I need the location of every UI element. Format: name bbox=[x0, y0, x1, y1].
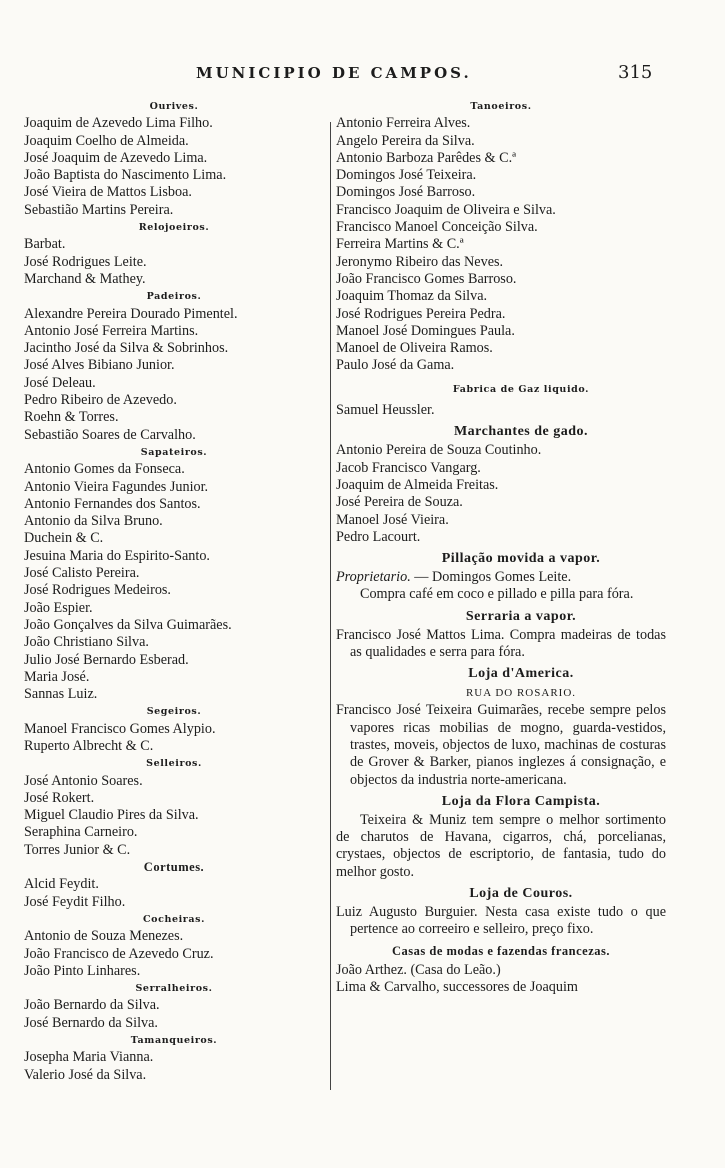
list-item: José Rodrigues Pereira Pedra. bbox=[336, 305, 506, 322]
list-item: Sebastião Martins Pereira. bbox=[24, 201, 174, 218]
list-item: Joaquim Thomaz da Silva. bbox=[336, 288, 488, 305]
left-section bbox=[24, 755, 324, 859]
left-section bbox=[24, 444, 324, 703]
list-item: José Alves Bibiano Junior. bbox=[24, 357, 175, 374]
list-item: José Joaquim de Azevedo Lima. bbox=[24, 149, 208, 166]
list-item: Duchein & C. bbox=[24, 530, 104, 547]
list-item: Antonio Vieira Fagundes Junior. bbox=[24, 478, 209, 495]
list-item: José Bernardo da Silva. bbox=[24, 1014, 158, 1031]
section-heading: Segeiros. bbox=[146, 706, 202, 718]
list-item: João Francisco Gomes Barroso. bbox=[336, 270, 517, 287]
list-item: Joaquim de Almeida Freitas. bbox=[336, 476, 499, 493]
left-section bbox=[24, 980, 324, 1032]
list-item: José Rodrigues Leite. bbox=[24, 253, 147, 270]
section-heading: Serralheiros. bbox=[135, 983, 213, 995]
right-column bbox=[336, 98, 666, 996]
list-item: Pedro Ribeiro de Azevedo. bbox=[24, 392, 177, 409]
list-item: Paulo José da Gama. bbox=[336, 357, 455, 374]
list-item: Domingos José Barroso. bbox=[336, 184, 476, 201]
list-item: Pedro Lacourt. bbox=[336, 528, 421, 545]
proprietor-line bbox=[336, 569, 666, 586]
entry-list bbox=[336, 402, 666, 419]
list-item: Angelo Pereira da Silva. bbox=[336, 132, 475, 149]
section-heading: Loja de Couros. bbox=[469, 885, 573, 901]
list-item: Jesuina Maria do Espirito-Santo. bbox=[24, 547, 210, 564]
list-item: José Deleau. bbox=[24, 374, 96, 391]
section-heading: Ourives. bbox=[149, 101, 199, 112]
list-item: João Espier. bbox=[24, 599, 93, 616]
section-serraria bbox=[336, 606, 666, 662]
section-tanoeiros bbox=[336, 98, 666, 375]
section-heading: Loja da Flora Campista. bbox=[441, 793, 601, 809]
list-item: Jeronymo Ribeiro das Neves. bbox=[336, 253, 504, 270]
list-item: José Calisto Pereira. bbox=[24, 565, 140, 582]
list-item: Sannas Luiz. bbox=[24, 686, 98, 703]
list-item: Jacob Francisco Vangarg. bbox=[336, 459, 481, 476]
left-section bbox=[24, 859, 324, 911]
section-gaz bbox=[336, 381, 666, 420]
list-item: João Christiano Silva. bbox=[24, 634, 149, 651]
section-heading: Cocheiras. bbox=[142, 913, 206, 925]
list-item: João Pinto Linhares. bbox=[24, 962, 141, 979]
entry-list bbox=[336, 115, 666, 374]
list-item: João Gonçalves da Silva Guimarães. bbox=[24, 616, 232, 633]
list-item: Josepha Maria Vianna. bbox=[24, 1049, 154, 1066]
list-item: Lima & Carvalho, successores de Joaquim bbox=[336, 978, 578, 995]
entry-list bbox=[336, 962, 666, 997]
list-item: Ruperto Albrecht & C. bbox=[24, 737, 154, 754]
list-item: Antonio José Ferreira Martins. bbox=[24, 322, 199, 339]
section-flora bbox=[336, 791, 666, 881]
section-couros bbox=[336, 883, 666, 939]
list-item: Antonio da Silva Bruno. bbox=[24, 513, 163, 530]
section-heading: Casas de modas e fazendas francezas. bbox=[392, 943, 610, 958]
list-item: Joaquim Coelho de Almeida. bbox=[24, 132, 189, 149]
list-item: Roehn & Torres. bbox=[24, 409, 119, 426]
section-heading: Fabrica de Gaz liquido. bbox=[452, 383, 590, 395]
section-heading: Relojoeiros. bbox=[138, 222, 210, 234]
list-item: João Bernardo da Silva. bbox=[24, 997, 160, 1014]
list-item: Seraphina Carneiro. bbox=[24, 824, 138, 841]
list-item: João Baptista do Nascimento Lima. bbox=[24, 167, 227, 184]
list-item: Manoel Francisco Gomes Alypio. bbox=[24, 720, 216, 737]
list-item: Ferreira Martins & C.ª bbox=[336, 236, 464, 253]
list-item: Antonio Ferreira Alves. bbox=[336, 115, 471, 132]
list-item: Manoel José Vieira. bbox=[336, 511, 449, 528]
section-body: Teixeira & Muniz tem sempre o melhor sortimento de charutos de Havana, cigarros, chá, porcelianas, crystaes, objectos de escriptorio, de fantasia, tudo do melhor gosto. bbox=[336, 811, 666, 880]
section-heading: Padeiros. bbox=[146, 291, 202, 303]
left-section bbox=[24, 1032, 324, 1084]
list-item: Julio José Bernardo Esberad. bbox=[24, 651, 189, 668]
proprietor-label: Proprietario. bbox=[336, 569, 411, 586]
list-item: Manoel José Domingues Paula. bbox=[336, 322, 515, 339]
list-item: Joaquim de Azevedo Lima Filho. bbox=[24, 115, 213, 132]
section-heading: Selleiros. bbox=[146, 758, 202, 770]
entry-list bbox=[336, 442, 666, 546]
section-heading: Sapateiros. bbox=[140, 446, 208, 458]
page-header bbox=[0, 64, 725, 86]
list-item: José Rokert. bbox=[24, 789, 95, 806]
list-item: Sebastião Soares de Carvalho. bbox=[24, 426, 196, 443]
section-body: Francisco José Mattos Lima. Compra madeiras de todas as qualidades e serra para fóra. bbox=[336, 626, 666, 661]
section-heading: Cortumes. bbox=[143, 860, 205, 875]
list-item: Manoel de Oliveira Ramos. bbox=[336, 340, 493, 357]
list-item: Alcid Feydit. bbox=[24, 876, 99, 893]
section-heading: Loja d'America. bbox=[468, 666, 574, 682]
list-item: Maria José. bbox=[24, 668, 90, 685]
list-item: Jacintho José da Silva & Sobrinhos. bbox=[24, 340, 229, 357]
list-item: Valerio José da Silva. bbox=[24, 1066, 147, 1083]
list-item: José Pereira de Souza. bbox=[336, 494, 463, 511]
section-body: Compra café em coco e pillado e pilla para fóra. bbox=[360, 586, 634, 603]
list-item: José Rodrigues Medeiros. bbox=[24, 582, 171, 599]
list-item: José Vieira de Mattos Lisboa. bbox=[24, 184, 192, 201]
page-title: MUNICIPIO DE CAMPOS. bbox=[196, 64, 472, 82]
column-divider bbox=[330, 122, 331, 1090]
list-item: Antonio Barboza Parêdes & C.ª bbox=[336, 149, 517, 166]
section-america bbox=[336, 663, 666, 788]
list-item: Antonio Pereira de Souza Coutinho. bbox=[336, 442, 542, 459]
list-item: José Antonio Soares. bbox=[24, 772, 143, 789]
section-heading: Tanoeiros. bbox=[470, 101, 532, 112]
list-item: Marchand & Mathey. bbox=[24, 270, 146, 287]
section-heading: Marchantes de gado. bbox=[453, 424, 589, 440]
section-address: RUA DO ROSARIO. bbox=[465, 687, 577, 700]
list-item: Alexandre Pereira Dourado Pimentel. bbox=[24, 305, 238, 322]
proprietor-name: — Domingos Gomes Leite. bbox=[414, 569, 572, 586]
list-item: José Feydit Filho. bbox=[24, 893, 126, 910]
left-sections bbox=[24, 98, 324, 1084]
left-section bbox=[24, 219, 324, 288]
list-item: Domingos José Teixeira. bbox=[336, 167, 477, 184]
list-item: Torres Junior & C. bbox=[24, 841, 131, 858]
section-modas bbox=[336, 941, 666, 997]
list-item: Barbat. bbox=[24, 236, 66, 253]
section-heading: Pillação movida a vapor. bbox=[441, 551, 601, 567]
section-heading: Tamanqueiros. bbox=[130, 1035, 218, 1047]
section-pillacao bbox=[336, 548, 666, 604]
left-section bbox=[24, 703, 324, 755]
section-heading: Serraria a vapor. bbox=[465, 608, 577, 624]
list-item: Francisco Joaquim de Oliveira e Silva. bbox=[336, 201, 556, 218]
list-item: Samuel Heussler. bbox=[336, 402, 435, 419]
page-number: 315 bbox=[618, 62, 653, 83]
left-section bbox=[24, 288, 324, 444]
list-item: João Arthez. (Casa do Leão.) bbox=[336, 961, 501, 978]
section-body: Francisco José Teixeira Guimarães, recebe sempre pelos vapores ricas mobilias de mogno, guarda-vestidos, trastes, moveis, objectos de luxo, machinas de costuras de Grover & Barker, pianos inglezes á consignação, e objectos da industria norte-americana. bbox=[336, 702, 666, 788]
left-column bbox=[24, 98, 324, 1084]
left-section bbox=[24, 98, 324, 219]
list-item: Miguel Claudio Pires da Silva. bbox=[24, 807, 199, 824]
list-item: João Francisco de Azevedo Cruz. bbox=[24, 945, 214, 962]
left-section bbox=[24, 911, 324, 980]
list-item: Francisco Manoel Conceição Silva. bbox=[336, 219, 538, 236]
section-marchantes bbox=[336, 421, 666, 546]
list-item: Antonio Fernandes dos Santos. bbox=[24, 495, 201, 512]
list-item: Antonio Gomes da Fonseca. bbox=[24, 461, 185, 478]
section-body: Luiz Augusto Burguier. Nesta casa existe tudo o que pertence ao correeiro e selleiro, preço fixo. bbox=[336, 903, 666, 938]
list-item: Antonio de Souza Menezes. bbox=[24, 928, 184, 945]
